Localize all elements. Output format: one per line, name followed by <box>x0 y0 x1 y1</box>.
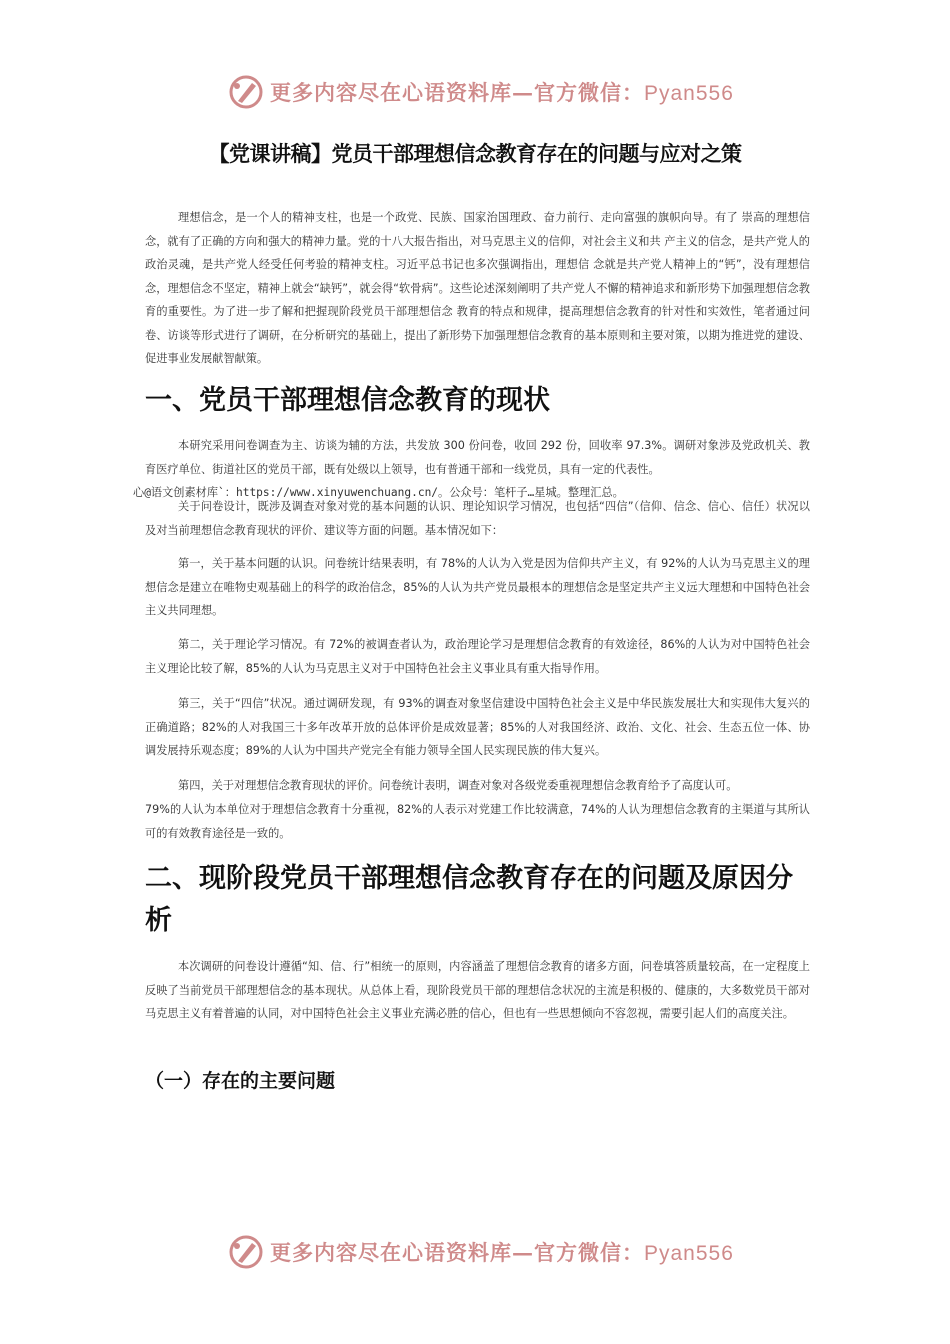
pen-logo-icon <box>228 1234 264 1270</box>
section1-paragraph-7: 79%的人认为本单位对于理想信念教育十分重视，82%的人表示对党建工作比较满意，74%的人认为理想信念教育的主渠道与其所认可的有效教育途径是一致的。 <box>145 803 810 840</box>
section1-paragraph-2: 关于问卷设计，既涉及调查对象对党的基本问题的认识、理论知识学习情况，也包括“四信”（信仰、信念、信心、信任）状况以及对当前理想信念教育现状的评价、建议等方面的问题。基本情况如下： <box>145 500 810 537</box>
section1-paragraph-5: 第三，关于“四信”状况。通过调研发现，有 93%的调查对象坚信建设中国特色社会主义是中华民族发展壮大和实现伟大复兴的正确道路；82%的人对我国三十多年改革开放的总体评价是成效显著；85%的人对我国经济、政治、文化、社会、生态五位一体、协调发展持乐观态度；89%的人认为中国共产党完全有能力领导全国人民实现民族的伟大复兴。 <box>145 697 810 757</box>
header-banner <box>228 72 734 112</box>
banner-text: 更多内容尽在心语资料库—官方微信：Pyan556 <box>270 80 734 105</box>
section1-paragraph-4: 第二，关于理论学习情况。有 72%的被调查者认为，政治理论学习是理想信念教育的有效途径，86%的人认为对中国特色社会主义理论比较了解，85%的人认为马克思主义对于中国特色社会主义事业具有重大指导作用。 <box>145 638 810 675</box>
section1-paragraph-1: 本研究采用问卷调查为主、访谈为辅的方法，共发放 300 份问卷，收回 292 份，回收率 97.3%。调研对象涉及党政机关、教育医疗单位、街道社区的党员干部，既有处级以上领导，也有普通干部和一线党员，具有一定的代表性。 <box>145 439 810 476</box>
section1-heading: 一、党员干部理想信念教育的现状 <box>145 385 550 416</box>
subsection-heading-1: （一）存在的主要问题 <box>145 1070 336 1092</box>
banner-text: 更多内容尽在心语资料库—官方微信：Pyan556 <box>270 1240 734 1265</box>
banner-wechat-id: Pyan556 <box>644 1242 734 1265</box>
pen-logo-icon <box>228 74 264 110</box>
section2-paragraph-1: 本次调研的问卷设计遵循“知、信、行”相统一的原则，内容涵盖了理想信念教育的诸多方面，问卷填答质量较高，在一定程度上反映了当前党员干部理想信念的基本现状。从总体上看，现阶段党员干部的理想信念状况的主流是积极的、健康的，大多数党员干部对马克思主义有着普遍的认同，对中国特色社会主义事业充满必胜的信心，但也有一些思想倾向不容忽视，需要引起人们的高度关注。 <box>145 960 810 1020</box>
section2-heading: 二、现阶段党员干部理想信念教育存在的问题及原因分析 <box>145 863 793 936</box>
source-watermark-line: 心@语文创素材库`：https://www.xinyuwenchuang.cn/。公众号：笔杆子…星城。整理汇总。 <box>133 486 624 499</box>
intro-paragraph: 理想信念，是一个人的精神支柱，也是一个政党、民族、国家治国理政、奋力前行、走向富强的旗帜向导。有了 崇高的理想信念，就有了正确的方向和强大的精神力量。党的十八大报告指出，对马克思主义的信仰，对社会主义和共 产主义的信念，是共产党人的政治灵魂，是共产党人经受任何考验的精神支柱。习近平总书记也多次强调指出，理想信 念就是共产党人精神上的“钙”，没有理想信念，理想信念不坚定，精神上就会“缺钙”，就会得“软骨病”。这些论述深刻阐明了共产党人不懈的精神追求和新形势下加强理想信念教育的重要性。为了进一步了解和把握现阶段党员干部理想信念 教育的特点和规律，提高理想信念教育的针对性和实效性，笔者通过问卷、访谈等形式进行了调研，在分析研究的基础上，提出了新形势下加强理想信念教育的基本原则和主要对策，以期为推进党的建设、促进事业发展献智献策。 <box>145 211 810 365</box>
footer-banner <box>228 1232 734 1272</box>
section1-paragraph-6: 第四，关于对理想信念教育现状的评价。问卷统计表明，调查对象对各级党委重视理想信念教育给予了高度认可。 <box>178 779 738 792</box>
page-title: 【党课讲稿】党员干部理想信念教育存在的问题与应对之策 <box>208 142 742 166</box>
section1-paragraph-3: 第一，关于基本问题的认识。问卷统计结果表明，有 78%的人认为入党是因为信仰共产主义，有 92%的人认为马克思主义的理想信念是建立在唯物史观基础上的科学的政治信念，85%的人认为共产党员最根本的理想信念是坚定共产主义远大理想和中国特色社会主义共同理想。 <box>145 557 810 617</box>
banner-wechat-id: Pyan556 <box>644 82 734 105</box>
